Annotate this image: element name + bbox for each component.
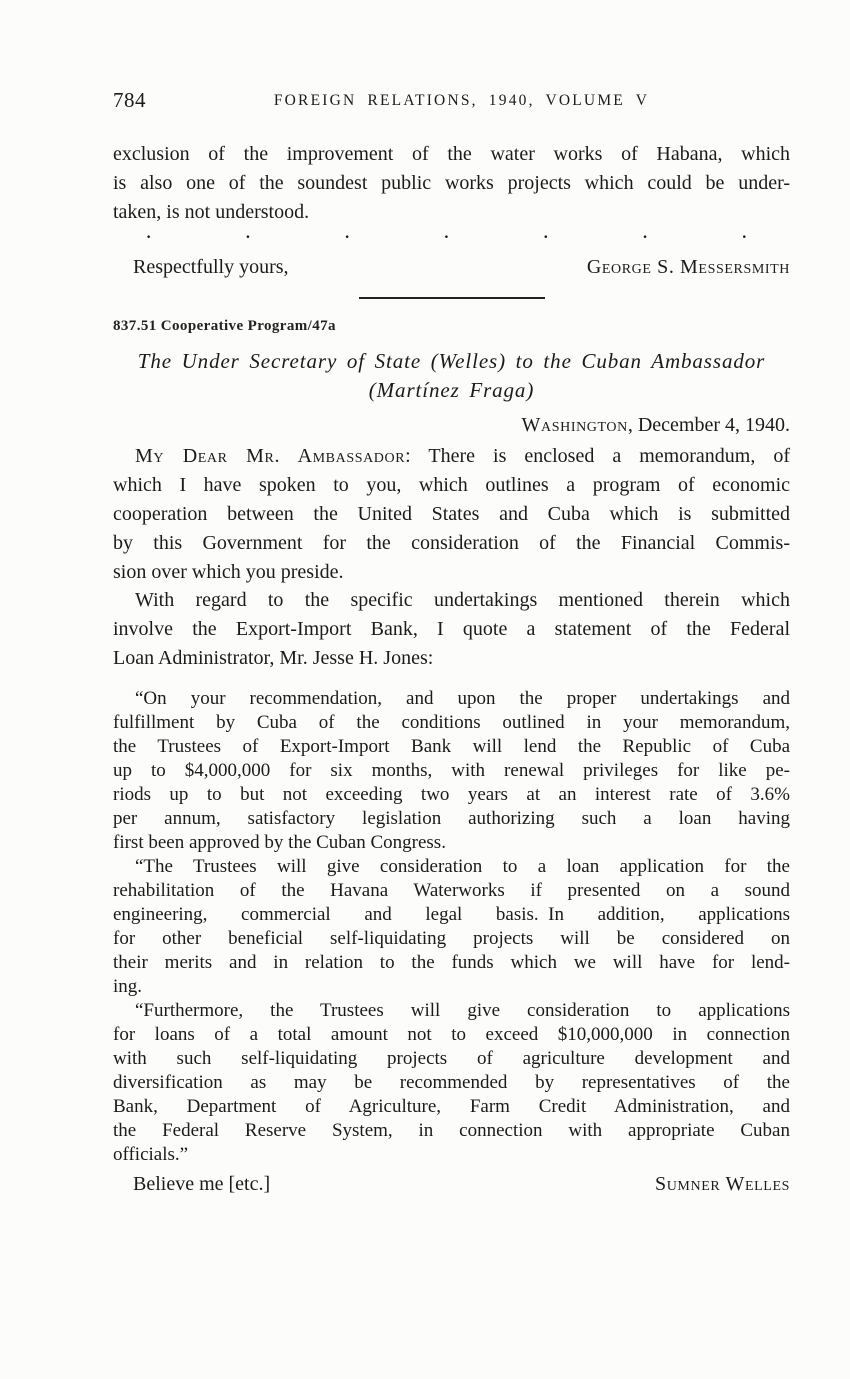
text-line: rehabilitation of the Havana Waterworks if presented on a sound xyxy=(113,879,790,901)
document-heading-line2: (Martínez Fraga) xyxy=(368,377,535,402)
running-title: FOREIGN RELATIONS, 1940, VOLUME V xyxy=(273,92,650,109)
separator-dot: · xyxy=(641,224,649,250)
text-line: the Federal Reserve System, in connection with appropriate Cuban xyxy=(113,1119,790,1141)
text-line: “On your recommendation, and upon the proper undertakings and xyxy=(135,687,790,709)
text-line: involve the Export-Import Bank, I quote a statement of the Federal xyxy=(113,618,790,641)
previous-letter-continuation-paragraph xyxy=(113,140,790,226)
separator-dot: · xyxy=(740,224,748,250)
text-line: “The Trustees will give consideration to a loan application for the xyxy=(135,855,790,877)
quoted-statement-paragraph-3 xyxy=(113,999,790,1167)
text-line: With regard to the specific undertakings mentioned therein which xyxy=(135,589,790,612)
complimentary-close: Respectfully yours, xyxy=(133,256,289,279)
text-line: fulfillment by Cuba of the conditions outlined in your memorandum, xyxy=(113,711,790,733)
document-signature-row xyxy=(113,1173,790,1201)
text-line: for loans of a total amount not to exceed $10,000,000 in connection xyxy=(113,1023,790,1045)
second-paragraph xyxy=(113,586,790,672)
text-line: their merits and in relation to the funds which we will have for lend- xyxy=(113,951,790,973)
dateline-place: Washington xyxy=(521,414,628,437)
text-line: “Furthermore, the Trustees will give consideration to applications xyxy=(135,999,790,1021)
text-line: ing. xyxy=(113,975,143,997)
separator-dot: · xyxy=(244,224,252,250)
text-line: with such self-liquidating projects of agriculture development and xyxy=(113,1047,790,1069)
text-line: Loan Administrator, Mr. Jesse H. Jones: xyxy=(113,646,434,669)
signature-welles: Sumner Welles xyxy=(655,1172,790,1195)
text-line: riods up to but not exceeding two years at an interest rate of 3.6% xyxy=(113,783,790,805)
archive-file-reference: 837.51 Cooperative Program/47a xyxy=(113,318,336,335)
text-line: taken, is not understood. xyxy=(113,200,310,223)
text-line: cooperation between the United States and Cuba which is submitted xyxy=(113,502,790,525)
text-line: exclusion of the improvement of the water works of Habana, which xyxy=(113,143,790,165)
text-line: for other beneficial self-liquidating projects will be considered on xyxy=(113,927,790,949)
text-line: first been approved by the Cuban Congress. xyxy=(113,831,446,853)
text-line: which I have spoken to you, which outlines a program of economic xyxy=(113,474,790,497)
text-line: is also one of the soundest public works projects which could be under- xyxy=(113,171,790,194)
quoted-statement-paragraph-2 xyxy=(113,855,790,999)
section-separator-dots xyxy=(113,226,790,248)
text-line: per annum, satisfactory legislation authorizing such a loan having xyxy=(113,807,790,829)
text-line: officials.” xyxy=(113,1143,189,1165)
separator-dot: · xyxy=(442,224,451,250)
text-column xyxy=(113,0,790,1201)
text-line: Bank, Department of Agriculture, Farm Credit Administration, and xyxy=(113,1095,790,1117)
text-line: by this Government for the consideration of the Financial Commis- xyxy=(113,531,790,554)
document-heading xyxy=(113,347,790,404)
page-number: 784 xyxy=(113,88,146,112)
text-line: My Dear Mr. Ambassador: There is enclosed a memorandum, of xyxy=(135,445,790,468)
small-caps-salutation: My Dear Mr. Ambassador xyxy=(135,445,406,468)
text-line: diversification as may be recommended by representatives of the xyxy=(113,1071,790,1093)
text-line: engineering, commercial and legal basis. In addition, applications xyxy=(113,903,790,925)
separator-dot: · xyxy=(145,224,153,250)
separator-dot: · xyxy=(542,224,550,250)
dateline xyxy=(113,414,790,442)
document-heading-line1: The Under Secretary of State (Welles) to the Cuban Ambassador xyxy=(137,349,766,374)
separator-dot: · xyxy=(343,224,351,250)
text-line: sion over which you preside. xyxy=(113,560,344,583)
document-divider-rule xyxy=(359,297,545,299)
running-head xyxy=(113,88,790,116)
complimentary-close: Believe me [etc.] xyxy=(133,1172,271,1195)
signature-messersmith: George S. Messersmith xyxy=(586,256,790,279)
text-line: up to $4,000,000 for six months, with renewal privileges for like pe- xyxy=(113,759,790,781)
dateline-date: , December 4, 1940. xyxy=(627,414,790,437)
salutation-paragraph xyxy=(113,442,790,586)
previous-letter-signature-row xyxy=(113,256,790,284)
text-line: the Trustees of Export-Import Bank will lend the Republic of Cuba xyxy=(113,735,790,757)
quoted-statement-paragraph-1 xyxy=(113,687,790,855)
